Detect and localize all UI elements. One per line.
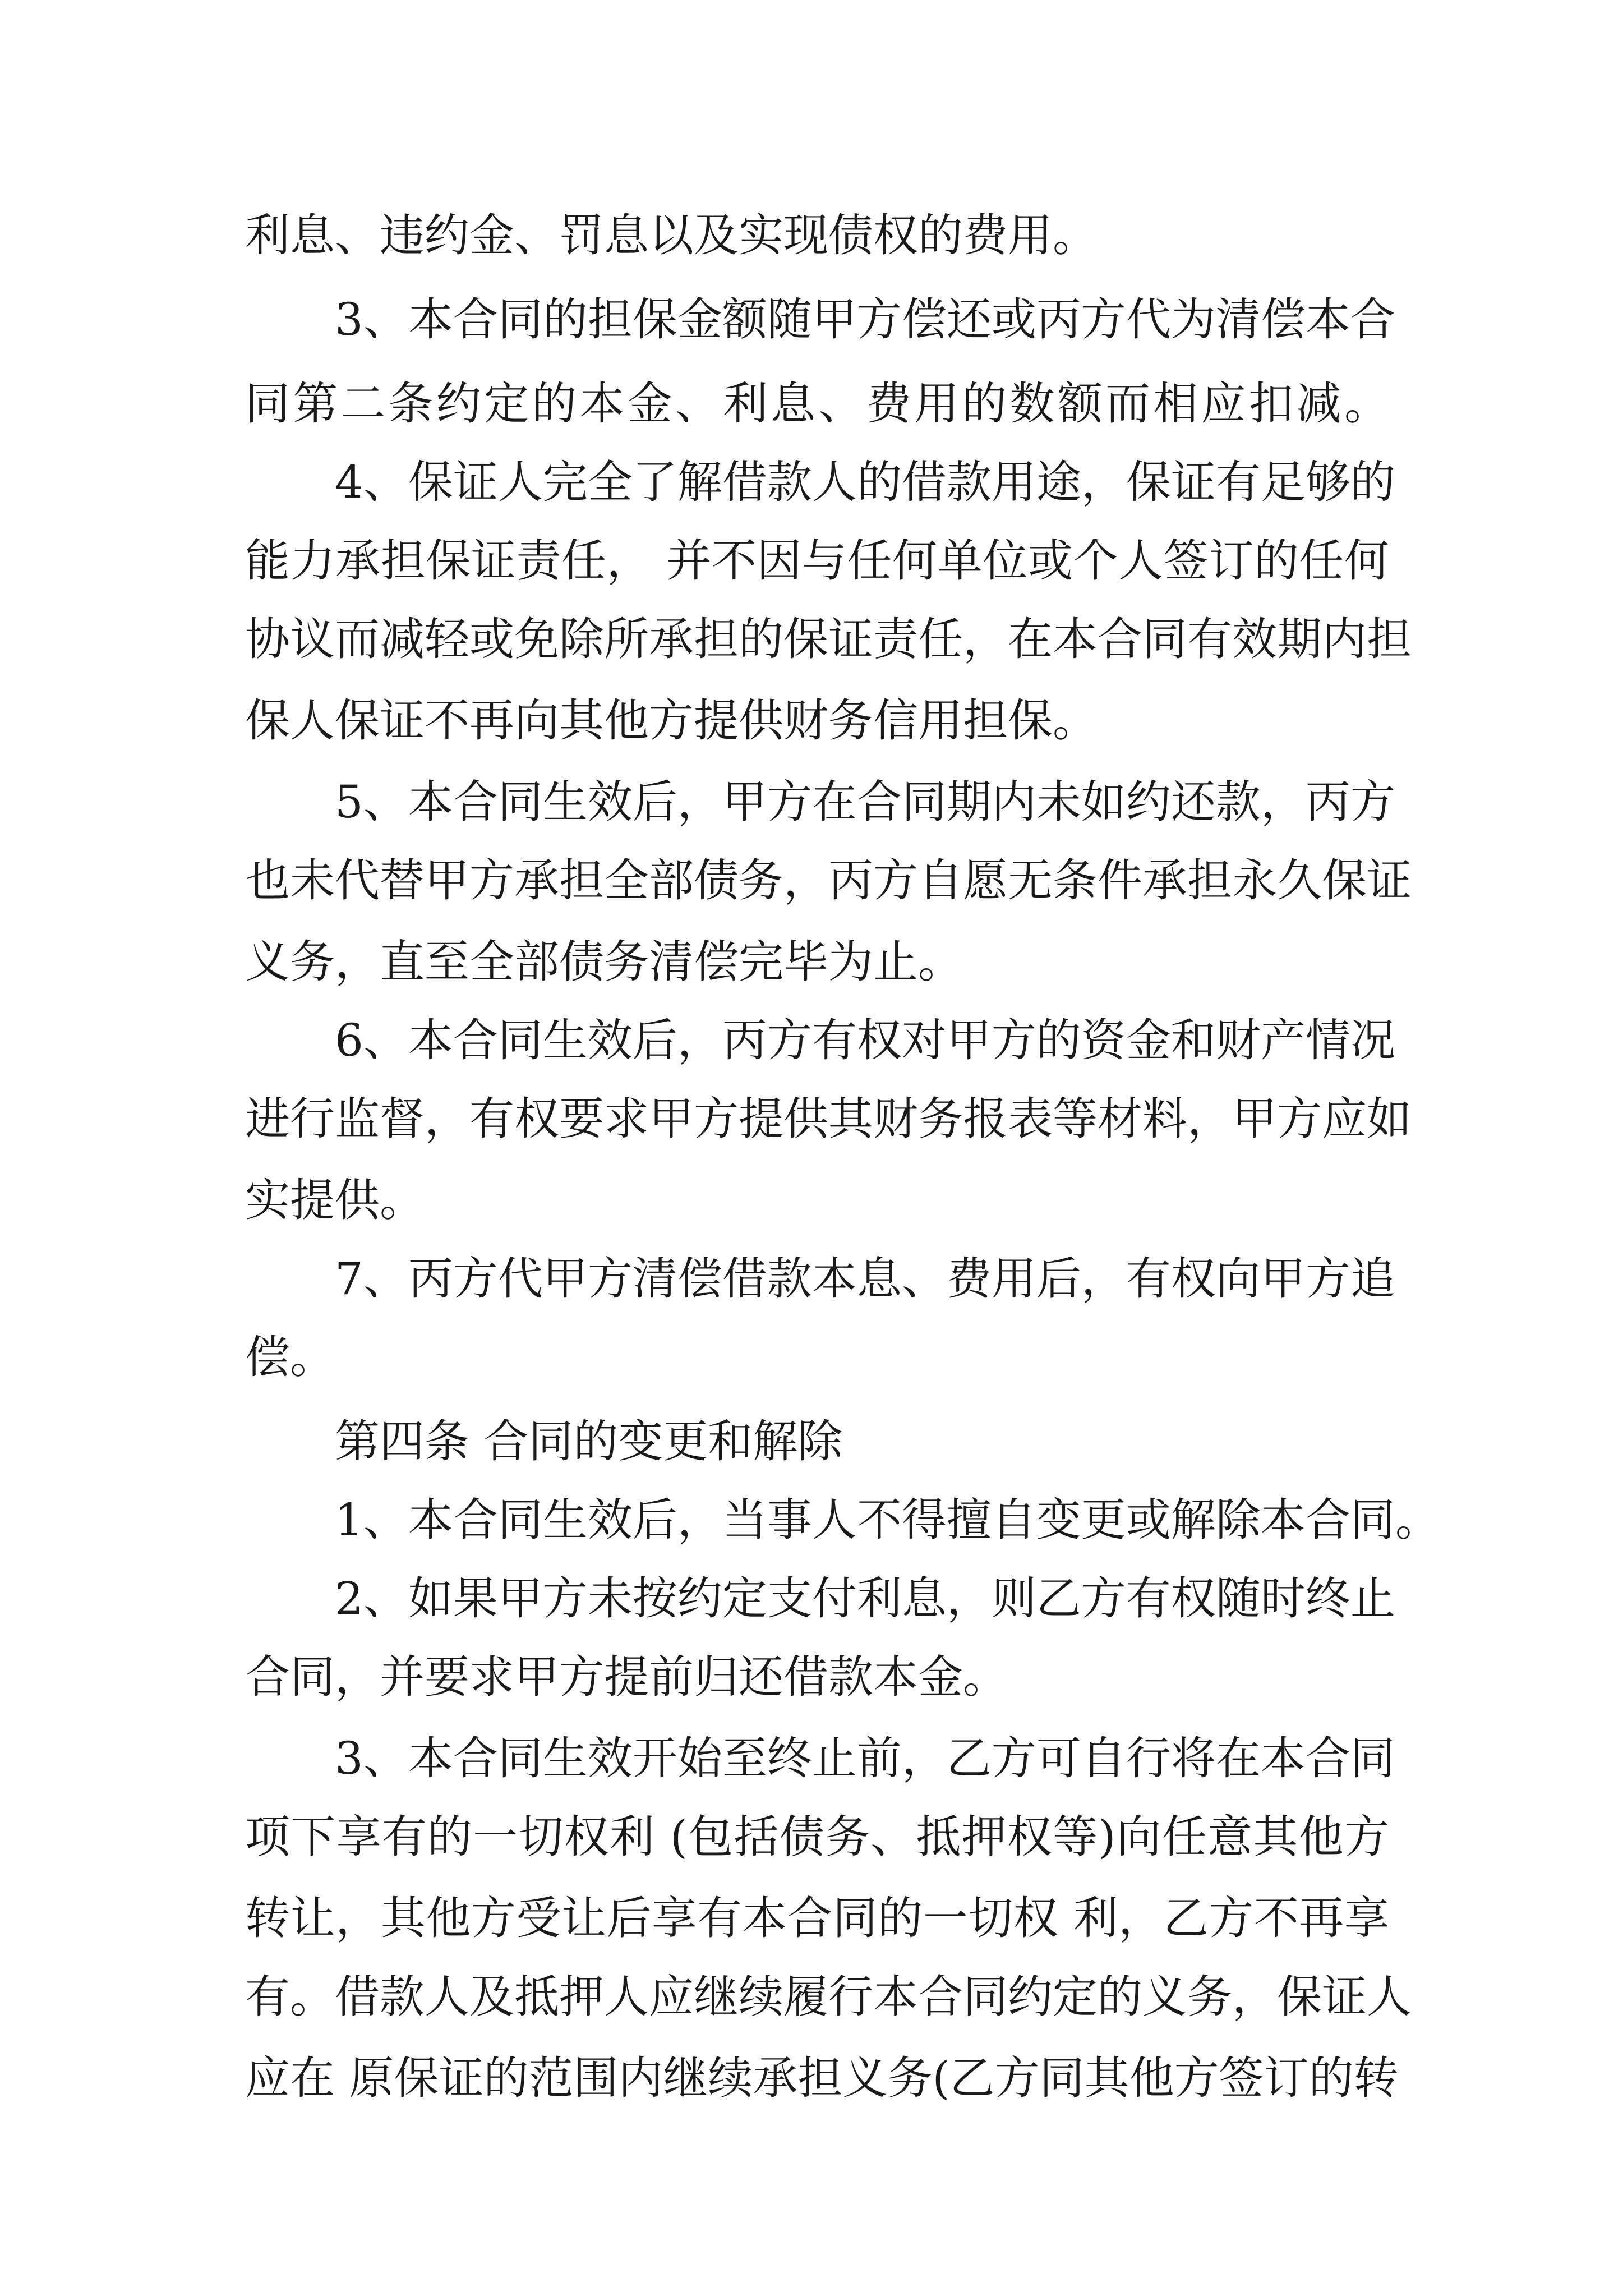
text-line: 同第二条约定的本金、利息、费用的数额而相应扣减。 xyxy=(245,378,1389,430)
text-line: 能力承担保证责任， 并不因与任何单位或个人签订的任何 xyxy=(245,535,1389,587)
text-line: 6、本合同生效后，丙方有权对甲方的资金和财产情况 xyxy=(335,1014,1395,1066)
text-line: 1、本合同生效后，当事人不得擅自变更或解除本合同。 xyxy=(335,1494,1440,1546)
text-line: 3、本合同的担保金额随甲方偿还或丙方代为清偿本合 xyxy=(335,293,1395,346)
text-line: 3、本合同生效开始至终止前，乙方可自行将在本合同 xyxy=(335,1732,1395,1784)
text-line: 实提供。 xyxy=(245,1174,425,1226)
text-line: 7、丙方代甲方清偿借款本息、费用后，有权向甲方追 xyxy=(335,1253,1395,1305)
text-line: 合同，并要求甲方提前归还借款本金。 xyxy=(245,1651,1008,1703)
text-line: 项下享有的一切权利 (包括债务、抵押权等)向任意其他方 xyxy=(245,1811,1389,1863)
text-line: 利息、违约金、罚息以及实现债权的费用。 xyxy=(245,209,1098,261)
section-heading: 第四条 合同的变更和解除 xyxy=(335,1415,843,1467)
text-line: 也未代替甲方承担全部债务，丙方自愿无条件承担永久保证 xyxy=(245,854,1412,907)
text-line: 有。借款人及抵押人应继续履行本合同约定的义务，保证人 xyxy=(245,1971,1412,2023)
text-line: 进行监督，有权要求甲方提供其财务报表等材料，甲方应如 xyxy=(245,1093,1412,1145)
text-line: 协议而减轻或免除所承担的保证责任，在本合同有效期内担 xyxy=(245,613,1412,665)
text-line: 偿。 xyxy=(245,1331,335,1383)
text-line: 义务，直至全部债务清偿完毕为止。 xyxy=(245,936,963,988)
text-line: 4、保证人完全了解借款人的借款用途，保证有足够的 xyxy=(335,456,1395,508)
text-line: 应在 原保证的范围内继续承担义务(乙方同其他方签订的转 xyxy=(245,2052,1399,2104)
text-line: 保人保证不再向其他方提供财务信用担保。 xyxy=(245,694,1098,747)
text-line: 2、如果甲方未按约定支付利息，则乙方有权随时终止 xyxy=(335,1572,1395,1625)
text-line: 5、本合同生效后，甲方在合同期内未如约还款，丙方 xyxy=(335,776,1395,828)
text-line: 转让，其他方受让后享有本合同的一切权 利，乙方不再享 xyxy=(245,1892,1389,1944)
